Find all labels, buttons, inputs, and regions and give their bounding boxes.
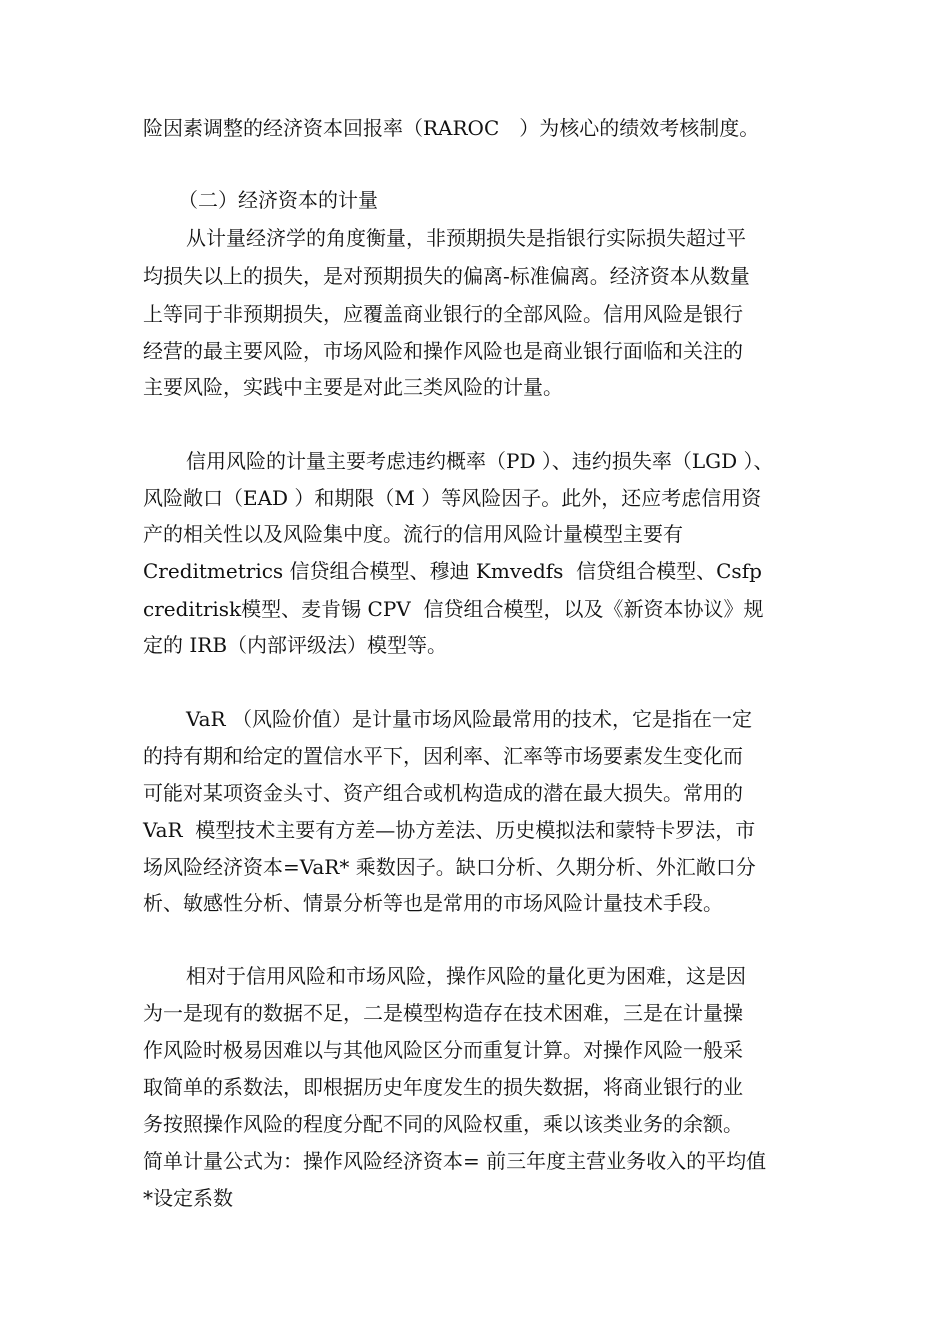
paragraph-line: 信用风险的计量主要考虑违约概率（PD ）、违约损失率（LGD ）、 xyxy=(186,449,774,473)
paragraph-line: 析、敏感性分析、情景分析等也是常用的市场风险计量技术手段。 xyxy=(143,891,723,915)
section-heading: （二）经济资本的计量 xyxy=(178,188,378,212)
paragraph-line: 均损失以上的损失，是对预期损失的偏离-标准偏离。经济资本从数量 xyxy=(143,264,750,288)
paragraph-line: 上等同于非预期损失，应覆盖商业银行的全部风险。信用风险是银行 xyxy=(143,302,743,326)
paragraph-line: 相对于信用风险和市场风险，操作风险的量化更为困难，这是因 xyxy=(186,964,746,988)
paragraph-line: 为一是现有的数据不足，二是模型构造存在技术困难，三是在计量操 xyxy=(143,1001,743,1025)
paragraph-line: 作风险时极易因难以与其他风险区分而重复计算。对操作风险一般采 xyxy=(143,1038,743,1062)
paragraph-line: 风险敞口（EAD ）和期限（M ）等风险因子。此外，还应考虑信用资 xyxy=(143,486,762,510)
paragraph-line: 简单计量公式为：操作风险经济资本= 前三年度主营业务收入的平均值 xyxy=(143,1149,767,1173)
paragraph-line: 从计量经济学的角度衡量，非预期损失是指银行实际损失超过平 xyxy=(186,226,746,250)
paragraph-line: 经营的最主要风险，市场风险和操作风险也是商业银行面临和关注的 xyxy=(143,339,743,363)
paragraph-line: VaR 模型技术主要有方差—协方差法、历史模拟法和蒙特卡罗法，市 xyxy=(143,818,756,842)
paragraph-line: VaR （风险价值）是计量市场风险最常用的技术，它是指在一定 xyxy=(186,707,752,731)
paragraph-line: 场风险经济资本=VaR* 乘数因子。缺口分析、久期分析、外汇敞口分 xyxy=(143,855,756,879)
paragraph-line: 主要风险，实践中主要是对此三类风险的计量。 xyxy=(143,375,563,399)
paragraph-line: 险因素调整的经济资本回报率（RAROC ）为核心的绩效考核制度。 xyxy=(143,116,760,140)
paragraph-line: *设定系数 xyxy=(143,1186,233,1210)
paragraph-line: 定的 IRB（内部评级法）模型等。 xyxy=(143,633,448,657)
paragraph-line: 产的相关性以及风险集中度。流行的信用风险计量模型主要有 xyxy=(143,522,683,546)
paragraph-line: 取简单的系数法，即根据历史年度发生的损失数据，将商业银行的业 xyxy=(143,1075,743,1099)
paragraph-line: creditrisk模型、麦肯锡 CPV 信贷组合模型，以及《新资本协议》规 xyxy=(143,597,764,621)
paragraph-line: 务按照操作风险的程度分配不同的风险权重，乘以该类业务的余额。 xyxy=(143,1112,743,1136)
paragraph-line: 的持有期和给定的置信水平下，因利率、汇率等市场要素发生变化而 xyxy=(143,744,743,768)
paragraph-line: Creditmetrics 信贷组合模型、穆迪 Kmvedfs 信贷组合模型、Csfp xyxy=(143,559,762,583)
paragraph-line: 可能对某项资金头寸、资产组合或机构造成的潜在最大损失。常用的 xyxy=(143,781,743,805)
